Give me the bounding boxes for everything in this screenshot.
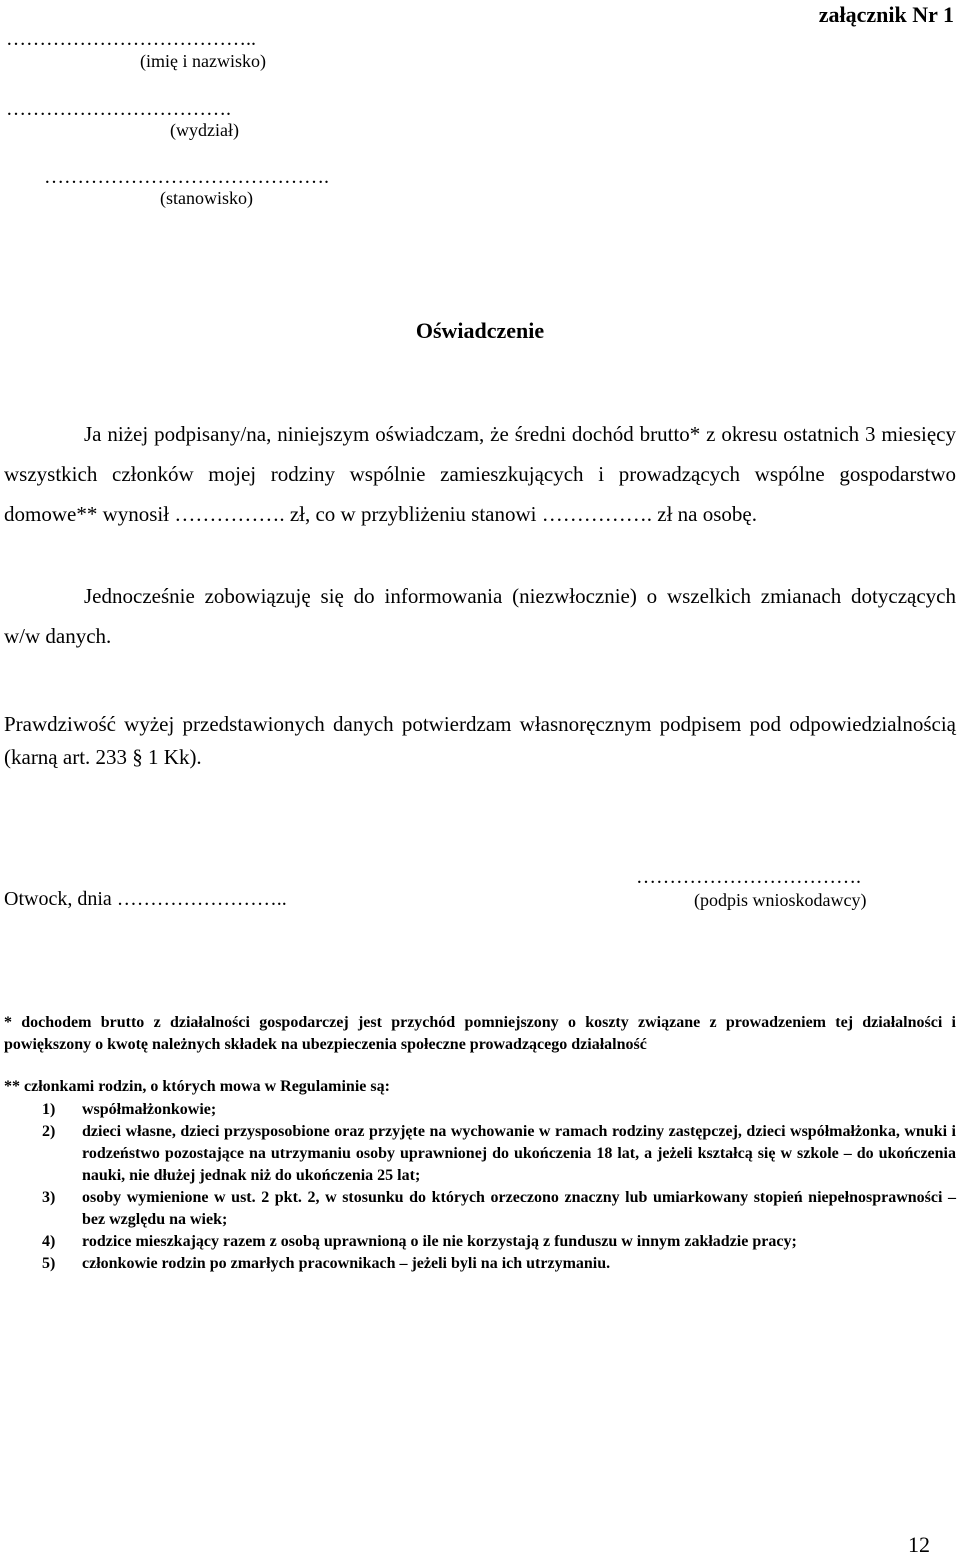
document-title: Oświadczenie — [415, 318, 545, 343]
attachment-label: załącznik Nr 1 — [818, 2, 954, 27]
position-caption: (stanowisko) — [160, 188, 253, 208]
list-item-number: 3) — [42, 1189, 56, 1206]
department-dotted-line: ……………………………. — [6, 98, 231, 120]
list-item-text: dzieci własne, dzieci przysposobione oraz przyjęte na wychowanie w ramach rodziny zastępczej, dzieci współmałżonka, wnuki i rodzeństwo pozostające na utrzymaniu osoby uprawnionej do ukończenia 18 lat, a jeżeli kształcą się w szkole – do ukończenia nauki, nie dłużej jednak niż do ukończenia 25 lat; — [82, 1123, 956, 1184]
declaration-paragraph: Ja niżej podpisany/na, niniejszym oświadczam, że średni dochód brutto* z okresu ostatnich 3 miesięcy wszystkich członków mojej rodziny wspólnie zamieszkujących i prowadzących wspólne gospodarstwo domowe** wynosił ……………. zł, co w przybliżeniu stanowi ……………. zł na osobę. — [4, 422, 956, 526]
list-item-number: 5) — [42, 1255, 56, 1272]
department-caption: (wydział) — [170, 120, 239, 140]
truthfulness-paragraph: Prawdziwość wyżej przedstawionych danych potwierdzam własnoręcznym podpisem pod odpowiedzialnością (karną art. 233 § 1 Kk). — [4, 712, 956, 769]
list-item-number: 2) — [42, 1123, 56, 1140]
list-item — [4, 1187, 956, 1231]
position-dotted-line: ……………………………………. — [44, 166, 329, 188]
list-item-text: współmałżonkowie; — [82, 1101, 217, 1118]
place-date-line: Otwock, dnia …………………….. — [4, 888, 287, 910]
list-item-text: osoby wymienione w ust. 2 pkt. 2, w stosunku do których orzeczono znaczny lub umiarkowany stopień niepełnosprawności – bez względu na wiek; — [82, 1189, 956, 1228]
name-dotted-line: ……………………………….. — [6, 28, 256, 50]
family-members-heading: ** członkami rodzin, o których mowa w Regulaminie są: — [4, 1078, 390, 1095]
family-members-list — [4, 1099, 956, 1275]
signature-caption: (podpis wnioskodawcy) — [694, 890, 867, 910]
signature-dotted-line: ……………………………. — [636, 866, 861, 888]
page-number: 12 — [908, 1532, 930, 1557]
list-item — [4, 1121, 956, 1187]
list-item-number: 4) — [42, 1233, 56, 1250]
list-item — [4, 1253, 956, 1275]
list-item — [4, 1099, 956, 1121]
obligation-paragraph: Jednocześnie zobowiązuję się do informowania (niezwłocznie) o wszelkich zmianach dotyczących w/w danych. — [4, 584, 956, 648]
income-footnote: * dochodem brutto z działalności gospodarczej jest przychód pomniejszony o koszty związane z prowadzeniem tej działalności i powiększony o kwotę należnych składek na ubezpieczenia społeczne prowadzącego działalność — [4, 1014, 956, 1053]
list-item-text: rodzice mieszkający razem z osobą uprawnioną o ile nie korzystają z funduszu w innym zakładzie pracy; — [82, 1233, 797, 1250]
list-item-number: 1) — [42, 1101, 56, 1118]
name-caption: (imię i nazwisko) — [140, 51, 266, 71]
list-item — [4, 1231, 956, 1253]
list-item-text: członkowie rodzin po zmarłych pracownikach – jeżeli byli na ich utrzymaniu. — [82, 1255, 611, 1272]
